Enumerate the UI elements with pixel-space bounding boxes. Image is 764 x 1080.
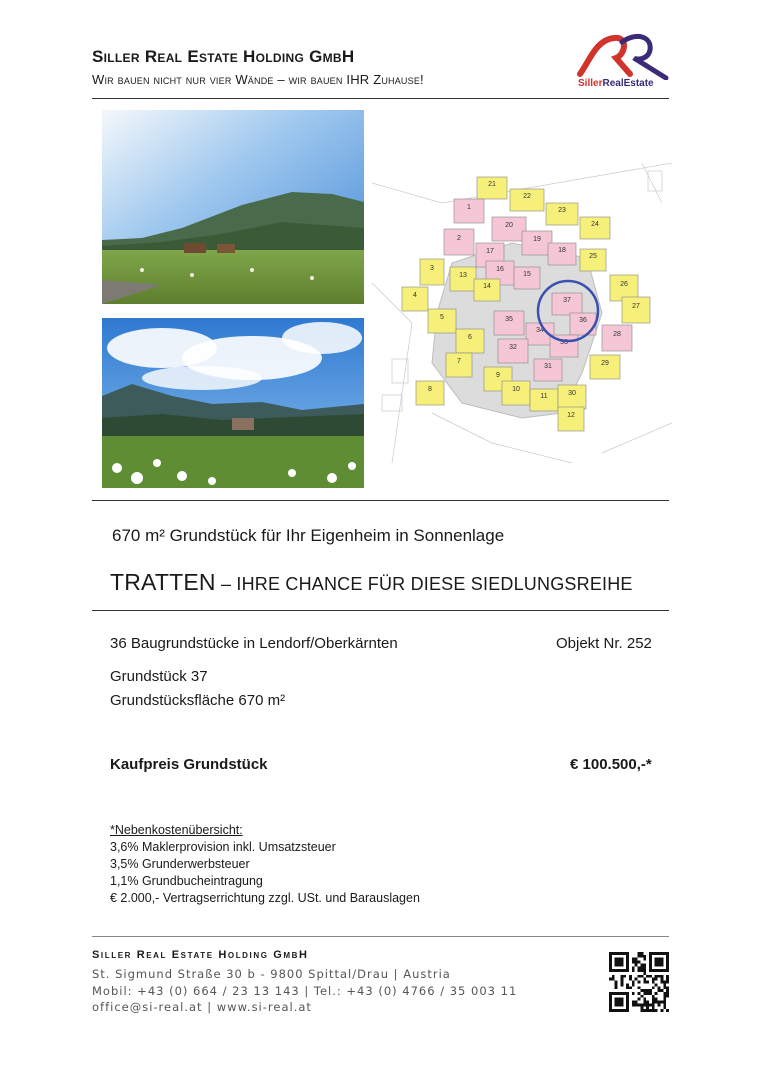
company-slogan: Wir bauen nicht nur vier Wände – wir bauen IHR Zuhause! [92,72,424,87]
plot-lot-number: 9 [496,372,500,379]
plot-lot-number: 34 [536,327,544,334]
plot-lot-number: 14 [483,283,491,290]
headline [110,569,633,596]
plot-lot-number: 13 [459,272,467,279]
location-text: 36 Baugrundstücke in Lendorf/Oberkärnten [110,635,398,652]
plot-lot-number: 4 [413,292,417,299]
plot-lot [602,325,632,351]
footer-address: St. Sigmund Straße 30 b - 9800 Spittal/Drau | Austria [92,967,451,981]
plot-lot [428,309,456,333]
plot-lot [456,329,484,353]
footer-divider [92,936,669,937]
plot-number: Grundstück 37 [110,668,208,685]
plot-lot-number: 31 [544,363,552,370]
plot-lot [590,355,620,379]
plot-lot-number: 23 [558,207,566,214]
plot-lot-number: 15 [523,271,531,278]
cost-item: € 2.000,- Vertragserrichtung zzgl. USt. und Barauslagen [110,891,420,905]
plot-lot-number: 16 [496,266,504,273]
plot-lot-number: 11 [540,393,548,400]
plot-lot-number: 33 [560,339,568,346]
plot-lot [450,267,476,291]
plot-lot-number: 26 [620,281,628,288]
plot-lot-number: 17 [486,248,494,255]
plot-lot [446,353,472,377]
plot-lot-number: 28 [613,331,621,338]
landscape-photo-top [102,110,364,304]
plot-lot-number: 1 [467,204,471,211]
plot-lot-number: 5 [440,314,444,321]
logo-mark-icon [570,30,678,80]
additional-costs [110,822,420,907]
cost-item: 1,1% Grundbucheintragung [110,874,263,888]
company-title: Siller Real Estate Holding GmbH [92,47,355,66]
plot-lot [622,297,650,323]
photo-divider [92,500,669,501]
plot-lot-number: 8 [428,386,432,393]
logo-wordmark: SillerRealEstate [578,78,654,89]
plot-lot-number: 32 [509,344,517,351]
plot-area: Grundstücksfläche 670 m² [110,692,286,709]
plot-lot-number: 3 [430,265,434,272]
footer-company: Siller Real Estate Holding GmbH [92,949,309,961]
plot-lot-number: 19 [533,236,541,243]
plot-lot [492,217,526,241]
plot-lot-number: 12 [567,412,575,419]
site-plan [372,163,672,463]
plot-lot-number: 24 [591,221,599,228]
headline-main: TRATTEN [110,569,216,595]
plot-lot [498,339,528,363]
plot-lot [502,381,530,405]
company-logo [570,30,678,92]
plot-lot [494,311,524,335]
cost-item: 3,6% Maklerprovision inkl. Umsatzsteuer [110,840,336,854]
plot-lot-number: 6 [468,334,472,341]
plot-lot-number: 22 [523,193,531,200]
plot-lot [522,231,552,255]
footer-web: office@si-real.at | www.si-real.at [92,1000,312,1014]
plot-lot-number: 18 [558,247,566,254]
plot-lot-number: 2 [457,235,461,242]
footer-phones: Mobil: +43 (0) 664 / 23 13 143 | Tel.: +43 (0) 4766 / 35 003 11 [92,984,518,998]
qr-code-icon [609,952,669,1012]
plot-lot-number: 21 [488,181,496,188]
costs-title: *Nebenkostenübersicht: [110,823,243,837]
plot-lot-number: 35 [505,316,513,323]
object-number: Objekt Nr. 252 [556,635,652,652]
plot-lot-number: 27 [632,303,640,310]
plot-lot [416,381,444,405]
plot-lot [454,199,484,223]
plot-lot-number: 37 [563,297,571,304]
plot-lot [420,259,444,285]
plot-lot-number: 36 [579,317,587,324]
headline-rest: – IHRE CHANCE FÜR DIESE SIEDLUNGSREIHE [215,574,633,594]
plot-lot-number: 10 [512,386,520,393]
plot-lot [402,287,428,311]
site-plan-drawing [372,163,672,463]
header-divider [92,98,669,99]
landscape-photo-bottom [102,318,364,488]
headline-divider [92,610,669,611]
plot-lot [558,407,584,431]
plot-lot-number: 29 [601,360,609,367]
plot-lot [558,385,586,409]
subheadline: 670 m² Grundstück für Ihr Eigenheim in Sonnenlage [112,526,505,545]
price-value: € 100.500,-* [570,756,652,773]
plot-lot-number: 25 [589,253,597,260]
price-label: Kaufpreis Grundstück [110,756,268,773]
plot-lot-number: 20 [505,222,513,229]
plot-lot-number: 7 [457,358,461,365]
plot-lot [444,229,474,255]
plot-lot-number: 30 [568,390,576,397]
cost-item: 3,5% Grunderwerbsteuer [110,857,250,871]
